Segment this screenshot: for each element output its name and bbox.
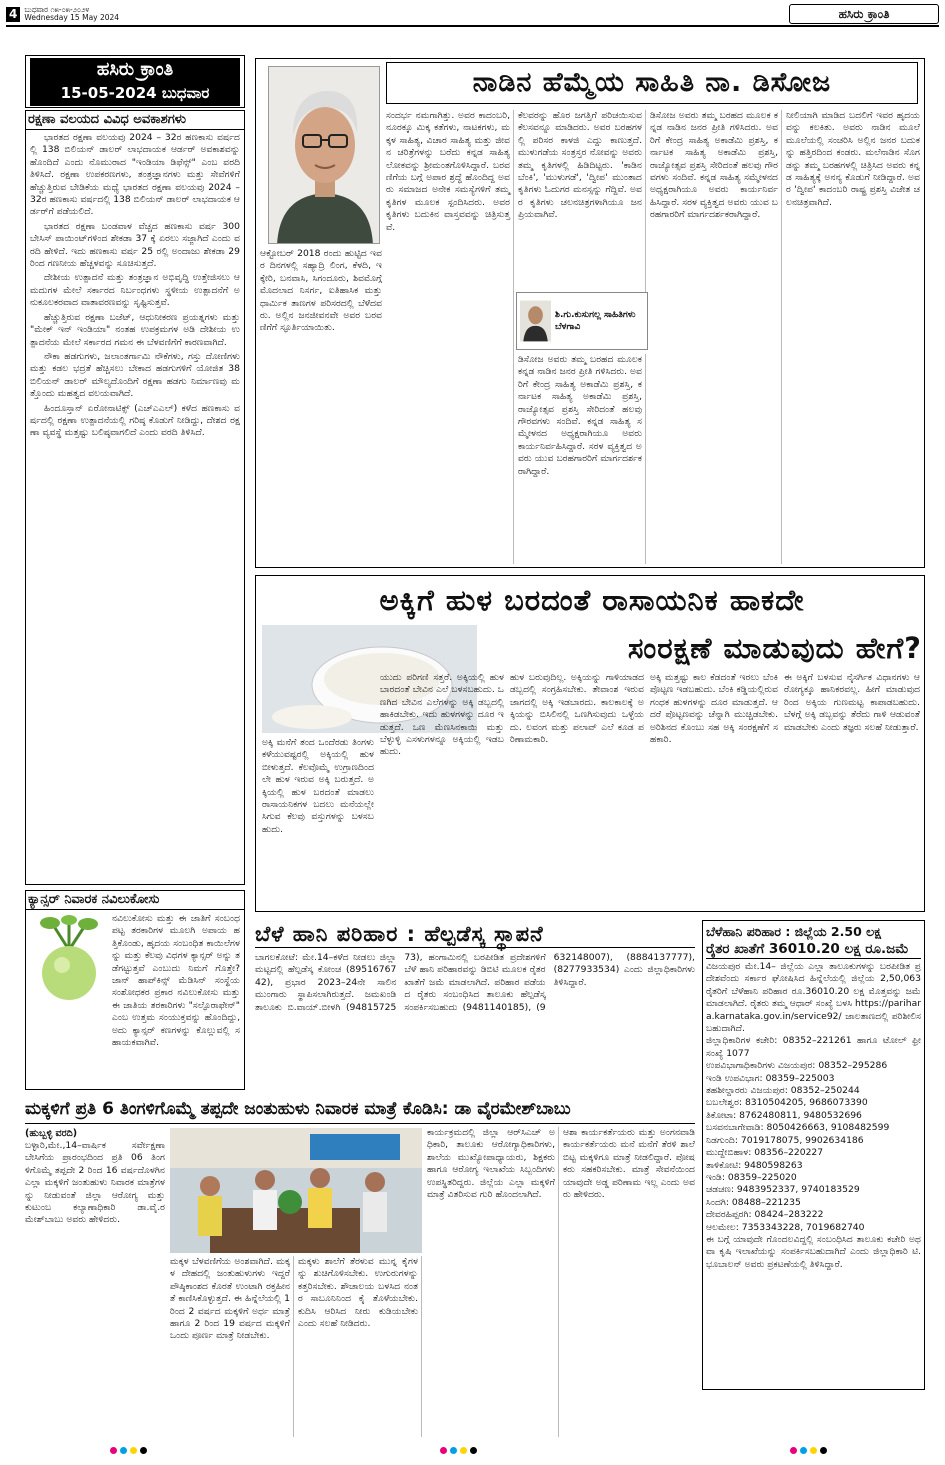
rice-headline-1: ಅಕ್ಕಿಗೆ ಹುಳ ಬರದಂತೆ ರಾಸಾಯನಿಕ ಹಾಕದೇ: [379, 583, 805, 617]
author-photo: [268, 66, 380, 244]
defence-headline: ರಕ್ಷಣಾ ವಲಯದ ವಿವಿಧ ಅವಕಾಶಗಳು: [26, 111, 244, 130]
deworming-col-2: ಮಕ್ಕಳು ಶಾಲೆಗೆ ತೆರಳುವ ಮುನ್ನ ಕೈಗಳನ್ನು ಶುಚಿಗೊಳಿಸಬೇಕು. ಉಗುರುಗಳನ್ನು ಕತ್ತರಿಸಬೇಕು. ಶೌಚಾಲಯ ಬಳಸಿದ ನಂತರ ಸಾಬೂನಿನಿಂದ ಕೈ ತೊಳೆಯಬೇಕು. ಕುದಿಸಿ ಆರಿಸಿದ ನೀರು ಕುಡಿಯಬೇಕು ಎಂದು ಸಲಹೆ ನೀಡಿದರು.: [298, 1256, 422, 1437]
relief-contact: ಇಂಡಿ ಉಪವಿಭಾಗ: 08359–225003: [706, 1072, 835, 1084]
page-number: 4: [6, 7, 20, 22]
cancer-headline: ಕ್ಯಾನ್ಸರ್ ನಿವಾರಕ ನವಿಲುಕೋಸು: [26, 891, 244, 910]
desouza-byline: [516, 292, 648, 350]
header-rule: [6, 25, 939, 27]
rice-headline-1-wrap: [262, 580, 922, 620]
rice-col-2: ಯುದು ಪರಿಗಣಿ ಸತ್ತರೆ. ಅಕ್ಕಿಯಲ್ಲಿ ಹುಳ ಬಾರದಂತೆ ಬೇವಿನ ಎಲೆ ಬಳಸಬಹುದು. ಒಣಗಿದ ಬೇವಿನ ಎಲೆಗಳನ್ನು ಅಕ್ಕಿ ಡಬ್ಬದಲ್ಲಿ ಹಾಕಿಡಬೇಕು. ಇದು ಹುಳಗಳನ್ನು ದೂರ ಇಡುತ್ತದೆ. ಒಣ ಮೆಣಸಿನಕಾಯಿ ಮತ್ತು ಬೆಳ್ಳುಳ್ಳಿ ಎಸಳುಗಳನ್ನೂ ಅಕ್ಕಿಯಲ್ಲಿ ಇಡಬಹುದು.: [380, 672, 504, 758]
deworming-col-4: ಆಶಾ ಕಾರ್ಯಕರ್ತೆಯರು ಮತ್ತು ಅಂಗನವಾಡಿ ಕಾರ್ಯಕರ್ತೆಯರು ಮನೆ ಮನೆಗೆ ತೆರಳಿ ಶಾಲೆ ಬಿಟ್ಟ ಮಕ್ಕಳಿಗೂ ಮಾತ್ರೆ ನೀಡಲಿದ್ದಾರೆ. ಪೋಷಕರು ಸಹಕರಿಸಬೇಕು. ಮಾತ್ರೆ ಸೇವನೆಯಿಂದ ಯಾವುದೇ ಅಡ್ಡ ಪರಿಣಾಮ ಇಲ್ಲ ಎಂದು ಅವರು ಹೇಳಿದರು.: [563, 1127, 695, 1201]
writer-photo-icon: [520, 296, 551, 346]
relief-contact: ಸಿಂದಗಿ: 08488–221235: [706, 1196, 801, 1208]
relief-contact: ಜಿಲ್ಲಾಧಿಕಾರಿಗಳ ಕಚೇರಿ: 08352–221261 ಹಾಗೂ ಟೋಲ್ ಫ್ರೀ ಸಂಖ್ಯೆ 1077: [706, 1035, 921, 1059]
desouza-col-2b: ಡಿಸೋಜ ಅವರು ತಮ್ಮ ಬರಹದ ಮೂಲಕ ಕನ್ನಡ ನಾಡಿನ ಜನರ ಪ್ರೀತಿ ಗಳಿಸಿದರು. ಅವರಿಗೆ ಕೇಂದ್ರ ಸಾಹಿತ್ಯ ಅಕಾಡೆಮಿ ಪ್ರಶಸ್ತಿ, ಕರ್ನಾಟಕ ಸಾಹಿತ್ಯ ಅಕಾಡೆಮಿ ಪ್ರಶಸ್ತಿ, ರಾಜ್ಯೋತ್ಸವ ಪ್ರಶಸ್ತಿ ಸೇರಿದಂತೆ ಹಲವು ಗೌರವಗಳು ಸಂದಿವೆ. ಕನ್ನಡ ಸಾಹಿತ್ಯ ಸಮ್ಮೇಳನದ ಅಧ್ಯಕ್ಷರಾಗಿಯೂ ಅವರು ಕಾರ್ಯನಿರ್ವಹಿಸಿದ್ದಾರೆ. ಸರಳ ವ್ಯಕ್ತಿತ್ವದ ಅವರು ಯುವ ಬರಹಗಾರರಿಗೆ ಮಾರ್ಗದರ್ಶಕರಾಗಿದ್ದಾರೆ.: [518, 354, 646, 564]
crop-help-headline: ಬೆಳೆ ಹಾನಿ ಪರಿಹಾರ : ಹೆಲ್ಪಡೆಸ್ಕ ಸ್ಥಾಪನೆ: [255, 922, 544, 946]
yellow-dot: [810, 1447, 817, 1454]
relief-contact: ತಾಳಿಕೋಟಿ: 9480598263: [706, 1159, 803, 1171]
desouza-col-3: ಡಿಸೋಜ ಅವರು ತಮ್ಮ ಬರಹದ ಮೂಲಕ ಕನ್ನಡ ನಾಡಿನ ಜನರ ಪ್ರೀತಿ ಗಳಿಸಿದರು. ಅವರಿಗೆ ಕೇಂದ್ರ ಸಾಹಿತ್ಯ ಅಕಾಡೆಮಿ ಪ್ರಶಸ್ತಿ, ಕರ್ನಾಟಕ ಸಾಹಿತ್ಯ ಅಕಾಡೆಮಿ ಪ್ರಶಸ್ತಿ, ರಾಜ್ಯೋತ್ಸವ ಪ್ರಶಸ್ತಿ ಸೇರಿದಂತೆ ಹಲವು ಗೌರವಗಳು ಸಂದಿವೆ. ಕನ್ನಡ ಸಾಹಿತ್ಯ ಸಮ್ಮೇಳನದ ಅಧ್ಯಕ್ಷರಾಗಿಯೂ ಅವರು ಕಾರ್ಯನಿರ್ವಹಿಸಿದ್ದಾರೆ. ಸರಳ ವ್ಯಕ್ತಿತ್ವದ ಅವರು ಯುವ ಬರಹಗಾರರಿಗೆ ಮಾರ್ಗದರ್ಶಕರಾಗಿದ್ದಾರೆ.: [650, 110, 782, 564]
magenta-dot: [110, 1447, 117, 1454]
relief-tail: ಈ ಬಗ್ಗೆ ಯಾವುದೇ ಗೊಂದಲವಿದ್ದಲ್ಲಿ ಸಂಬಂಧಿಸಿದ ತಾಲೂಕು ಕಚೇರಿ ಅಥವಾ ಕೃಷಿ ಇಲಾಖೆಯನ್ನು ಸಂಪರ್ಕಿಸಬಹುದಾಗಿದೆ ಎಂದು ಜಿಲ್ಲಾಧಿಕಾರಿ ಟಿ.ಭೂಬಾಲನ್ ಅವರು ಪ್ರಕಟಣೆಯಲ್ಲಿ ತಿಳಿಸಿದ್ದಾರೆ.: [706, 1233, 921, 1270]
relief-contact: ಬಬಲೇಶ್ವರ: 8310504205, 9686073390: [706, 1097, 868, 1109]
relief-headline-2: ರೈತರ ಖಾತೆಗೆ 36010.20 ಲಕ್ಷ ರೂ.ಜಮೆ: [706, 940, 921, 959]
relief-contacts: [706, 1035, 921, 1234]
deworming-photo: [170, 1128, 422, 1253]
desouza-col-2: ಕೆಲವರನ್ನು ಹೊರ ಜಗತ್ತಿಗೆ ಪರಿಚಯಿಸುವ ಕೆಲಸವನ್ನೂ ಮಾಡಿದರು. ಅವರ ಬರಹಗಳಲ್ಲಿ ಪರಿಸರ ಕಾಳಜಿ ಎದ್ದು ಕಾಣುತ್ತದೆ. ಮುಳುಗಡೆಯ ಸಂತ್ರಸ್ತರ ನೋವನ್ನು ಅವರು ತಮ್ಮ ಕೃತಿಗಳಲ್ಲಿ ಹಿಡಿದಿಟ್ಟರು. 'ಕಾಡಿನ ಬೆಂಕಿ', 'ಮುಳುಗಡೆ', 'ದ್ವೀಪ' ಮುಂತಾದ ಕೃತಿಗಳು ಓದುಗರ ಮನಸ್ಸನ್ನು ಗೆದ್ದಿವೆ. ಅವರ ಕೃತಿಗಳು ಚಲನಚಿತ್ರಗಳಾಗಿಯೂ ಜನಪ್ರಿಯವಾಗಿವೆ.: [518, 110, 646, 310]
header-date: ಬುಧವಾರ ೧೫-೦೫-೨೦೨೪ Wednesday 15 May 2024: [24, 5, 120, 22]
crop-help-headline-wrap: [255, 920, 695, 948]
masthead: [30, 58, 240, 106]
district-relief-article: [702, 920, 925, 1390]
magenta-dot: [440, 1447, 447, 1454]
cancer-body: ನವಿಲುಕೋಸು ಮತ್ತು ಈ ಜಾತಿಗೆ ಸಂಬಂಧಪಟ್ಟ ತರಕಾರಿಗಳ ಮೂಲಗಿ ಅಪಾಯ ಹತ್ತಿಕೊಂಡು, ಹೃದಯ ಸಂಬಂಧಿತ ಕಾಯಿಲೆಗಳನ್ನು ಮತ್ತು ಕೆಲವು ವಿಧಗಳ ಕ್ಯಾನ್ಸರ್ ಅನ್ನು ತಡೆಗಟ್ಟುತ್ತವೆ ಎಂಬುದು ನಿಮಗೆ ಗೊತ್ತೇ? ಜಾನ್ ಹಾಪ್‌ಕಿನ್ಸ್ ಮೆಡಿಸಿನ್ ಸಂಸ್ಥೆಯ ಸಂಶೋಧಕರ ಪ್ರಕಾರ ನವಿಲುಕೋಸು ಮತ್ತು ಈ ಜಾತಿಯ ತರಕಾರಿಗಳು "ಸಲ್ಫೊರಾಫೇನ್" ಎಂಬ ಉತ್ತಮ ಸಂಯುಕ್ತವನ್ನು ಹೊಂದಿದ್ದು, ಅದು ಕ್ಯಾನ್ಸರ್ ಕಣಗಳನ್ನು ಕೊಲ್ಲುವಲ್ಲಿ ಸಹಾಯಕವಾಗಿವೆ.: [112, 913, 240, 1049]
black-dot: [820, 1447, 827, 1454]
relief-contact: ಇಂಡಿ: 08359–225020: [706, 1171, 797, 1183]
event-photo-icon: [170, 1128, 422, 1253]
relief-contact: ದೇವರಹಿಪ್ಪರಗಿ: 08424–283222: [706, 1209, 824, 1221]
author-portrait-icon: [269, 67, 380, 244]
cyan-dot: [450, 1447, 457, 1454]
relief-contact: ಚಡಚಣ: 9483952337, 9740183529: [706, 1184, 860, 1196]
rice-col-4: ಅಕ್ಕಿ ಮತ್ತಷ್ಟು ಕಾಲ ಕೆಡದಂತೆ ಇರಲು ಬೆಂಕಿ ಪೊಟ್ಟಣ ಇಡಬಹುದು. ಬೆಂಕಿ ಕಡ್ಡಿಯಲ್ಲಿರುವ ಗಂಧಕ ಹುಳಗಳನ್ನು ದೂರ ಮಾಡುತ್ತದೆ. ಆದರೆ ಪೊಟ್ಟಣವನ್ನು ಚೆನ್ನಾಗಿ ಮುಚ್ಚಿಡಬೇಕು. ಅರಿಶಿನದ ಕೊಂಬು ಸಹ ಅಕ್ಕಿ ಸಂರಕ್ಷಣೆಗೆ ಸಹಕಾರಿ.: [650, 672, 778, 746]
relief-contact: ಬಸವನಬಾಗೇವಾಡಿ: 8050426663, 9108482599: [706, 1122, 890, 1134]
paper-name-tag: ಹಸಿರು ಕ್ರಾಂತಿ: [789, 4, 939, 24]
black-dot: [470, 1447, 477, 1454]
relief-headline-1: ಬೆಳೆಹಾನಿ ಪರಿಹಾರ : ಜಿಲ್ಲೆಯ 2.50 ಲಕ್ಷ: [706, 924, 881, 939]
relief-body: ವಿಜಯಪುರ ಮೇ.14– ಜಿಲ್ಲೆಯ ಎಲ್ಲಾ ತಾಲೂಕುಗಳನ್ನು ಬರಪೀಡಿತ ಪ್ರದೇಶವೆಂದು ಸರ್ಕಾರ ಘೋಷಿಸಿದ ಹಿನ್ನೆಲೆಯಲ್ಲಿ ಜಿಲ್ಲೆಯ 2,50,063 ರೈತರಿಗೆ ಬೆಳೆಹಾನಿ ಪರಿಹಾರ ರೂ.36010.20 ಲಕ್ಷ ಮೊತ್ತವನ್ನು ಜಮೆ ಮಾಡಲಾಗಿದೆ. ರೈತರು ತಮ್ಮ ಆಧಾರ್ ಸಂಖ್ಯೆ ಬಳಸಿ https://parihara.karnataka.gov.in/service92/ ಜಾಲತಾಣದಲ್ಲಿ ಪರಿಶೀಲಿಸಬಹುದಾಗಿದೆ.: [706, 961, 921, 1035]
byline-text: ಶಿ.ಗು.ಕುಸುಗಲ್ಲ ಸಾಹಿತಿಗಳು ಬೆಳಗಾವಿ: [555, 310, 636, 332]
cancer-article: [25, 890, 245, 1090]
desouza-photo-column: ಆಕ್ಟೋಬರ್ 2018 ರಂದು ಹುಟ್ಟಿದ ಇವರ ದಿನಗಳಲ್ಲಿ ಸಹ್ಯಾದ್ರಿ ಲಿಂಗ, ಕೆಳದಿ, ಇಕ್ಕೇರಿ, ಬನವಾಸಿ, ಸಿಗಂದೂರು, ಶಿವಮೊಗ್ಗೆ ಮೊದಲಾದ ನಿಸರ್ಗ, ಐತಿಹಾಸಿಕ ಮತ್ತು ಧಾರ್ಮಿಕ ತಾಣಗಳ ಪರಿಸರದಲ್ಲಿ ಬೆಳೆದವರು. ಅಲ್ಲಿನ ಜನಜೀವನವೇ ಅವರ ಬರವಣಿಗೆಗೆ ಸ್ಫೂರ್ತಿಯಾಯಿತು.: [260, 248, 382, 334]
desouza-headline-box: [386, 62, 918, 104]
relief-contact: ಉಪವಿಭಾಗಾಧಿಕಾರಿಗಳು ವಿಜಯಪುರ: 08352–295286: [706, 1060, 888, 1072]
desouza-headline: ನಾಡಿನ ಹೆಮ್ಮೆಯ ಸಾಹಿತಿ ನಾ. ಡಿಸೋಜ: [472, 67, 832, 98]
relief-contact: ಆಲಮೇಲ: 7353343228, 7019682740: [706, 1221, 865, 1233]
rice-col-1: ಅಕ್ಕಿ ಮನೆಗೆ ತಂದ ಒಂದೆರಡು ತಿಂಗಳು ಕಳೆಯುವಷ್ಟರಲ್ಲಿ ಅಕ್ಕಿಯಲ್ಲಿ ಹುಳ ಬೀಳುತ್ತದೆ. ಕೆಲವೊಮ್ಮೆ ಉಗ್ರಾಣದಿಂದಲೇ ಹುಳ ಇರುವ ಅಕ್ಕಿ ಬರುತ್ತದೆ. ಅಕ್ಕಿಯಲ್ಲಿ ಹುಳ ಬರದಂತೆ ಮಾಡಲು ರಾಸಾಯನಿಕಗಳ ಬದಲು ಮನೆಯಲ್ಲೇ ಸಿಗುವ ಕೆಲವು ವಸ್ತುಗಳನ್ನು ಬಳಸಬಹುದು.: [262, 737, 374, 835]
yellow-dot: [130, 1447, 137, 1454]
defence-body: ಭಾರತದ ರಕ್ಷಣಾ ವಲಯವು 2024 – 32ರ ಹಣಕಾಸು ವರ್ಷದಲ್ಲಿ 138 ಬಿಲಿಯನ್ ಡಾಲರ್ ಲಾಭದಾಯಕ ಆರ್ಡರ್ ಅವಕಾಶವನ್ನು ಹೊಂದಿದೆ ಎಂದು ನೊಮುರಾದ "ಇಂಡಿಯಾ ಡಿಫೆನ್ಸ್" ಎಂಬ ವರದಿ ತಿಳಿಸಿದೆ. ರಕ್ಷಣಾ ಉಪಕರಣಗಳು, ತಂತ್ರಜ್ಞಾನಗಳು ಮತ್ತು ಸೇವೆಗಳಿಗೆ ಹೆಚ್ಚುತ್ತಿರುವ ಬೇಡಿಕೆಯ ಮಧ್ಯೆ ಭಾರತದ ರಕ್ಷಣಾ ವಲಯವು 2024 – 32ರ ಹಣಕಾಸು ವರ್ಷದಲ್ಲಿ 138 ಬಿಲಿಯನ್ ಡಾಲರ್ ಲಾಭದಾಯಕ ಆರ್ಡರ್‌ಗೆ ಪಡೆಯಲಿದೆ. ಭಾರತದ ರಕ್ಷಣಾ ಬಂಡವಾಳ ವೆಚ್ಚದ ಹಣಕಾಸು ವರ್ಷ 300 ಬೇಸಿಸ್ ಪಾಯಿಂಟ್‌ಗಳಿಂದ ಶೇಕಡಾ 37 ಕ್ಕೆ ಏರಲು ಸಜ್ಜಾಗಿದೆ ಎಂದು ವರದಿ ಹೇಳಿದೆ. ಇದು ಹಣಕಾಸು ವರ್ಷ 25 ರಲ್ಲಿ ಅಂದಾಜು ಶೇಕಡಾ 29 ರಿಂದ ಗಣನೀಯ ಹೆಚ್ಚಳವನ್ನು ಸೂಚಿಸುತ್ತದೆ. ದೇಶೀಯ ಉತ್ಪಾದನೆ ಮತ್ತು ತಂತ್ರಜ್ಞಾನ ಅಭಿವೃದ್ಧಿ ಉತ್ತೇಜಿಸಲು ಆಮದುಗಳ ಮೇಲೆ ಸರ್ಕಾರದ ನಿರ್ಬಂಧಗಳು ಸ್ಥಳೀಯ ಉತ್ಪಾದನೆಗೆ ಅನುಕೂಲಕರವಾದ ವಾತಾವರಣವನ್ನು ಸೃಷ್ಟಿಸುತ್ತವೆ. ಹೆಚ್ಚುತ್ತಿರುವ ರಕ್ಷಣಾ ಬಜೆಟ್, ಆಧುನೀಕರಣ ಪ್ರಯತ್ನಗಳು ಮತ್ತು "ಮೇಕ್ ಇನ್ ಇಂಡಿಯಾ" ನಂತಹ ಉಪಕ್ರಮಗಳ ಅಡಿ ದೇಶೀಯ ಉತ್ಪಾದನೆಯ ಮೇಲೆ ಸರ್ಕಾರದ ಗಮನ ಈ ಬೆಳವಣಿಗೆಗೆ ಕಾರಣವಾಗಿದೆ. ನೌಕಾ ಹಡಗುಗಳು, ಜಲಾಂತರ್ಗಾಮಿ ನೌಕೆಗಳು, ಗಸ್ತು ದೋಣಿಗಳು ಮತ್ತು ಕಡಲ ಭದ್ರತೆ ಹೆಚ್ಚಿಸಲು ಬೇಕಾದ ಹಡಗುಗಳಿಗೆ ಯೋಜಿತ 38 ಬಿಲಿಯನ್ ಡಾಲರ್ ಮೌಲ್ಯದೊಂದಿಗೆ ರಕ್ಷಣಾ ಹಡಗು ನಿರ್ಮಾಣವು ಮತ್ತೊಂದು ಮಹತ್ವದ ವಲಯವಾಗಿದೆ. ಹಿಂದೂಸ್ತಾನ್ ಏರೋನಾಟಿಕ್ಸ್ (ಎಚ್‌ಎಎಲ್) ಕಳೆದ ಹಣಕಾಸು ವರ್ಷದಲ್ಲಿ ರಕ್ಷಣಾ ಉತ್ಪಾದನೆಯಲ್ಲಿ ಗರಿಷ್ಠ ಕೊಡುಗೆ ನೀಡಿದ್ದು, ದೇಶದ ರಕ್ಷಣಾ ವ್ಯವಸ್ಥೆ ಮತ್ತಷ್ಟು ಬಲಿಷ್ಠವಾಗಲಿದೆ ಎಂದು ವರದಿ ತಿಳಿಸಿದೆ.: [30, 132, 240, 439]
masthead-name: ಹಸಿರು ಕ್ರಾಂತಿ: [96, 59, 174, 80]
cyan-dot: [800, 1447, 807, 1454]
deworming-col-3: ಕಾರ್ಯಕ್ರಮದಲ್ಲಿ ಜಿಲ್ಲಾ ಆರ್‌ಸಿಎಚ್ ಅಧಿಕಾರಿ, ತಾಲೂಕು ಆರೋಗ್ಯಾಧಿಕಾರಿಗಳು, ಶಾಲೆಯ ಮುಖ್ಯೋಪಾಧ್ಯಾಯರು, ಶಿಕ್ಷಕರು ಹಾಗೂ ಆರೋಗ್ಯ ಇಲಾಖೆಯ ಸಿಬ್ಬಂದಿಗಳು ಉಪಸ್ಥಿತರಿದ್ದರು. ಜಿಲ್ಲೆಯ ಎಲ್ಲಾ ಮಕ್ಕಳಿಗೆ ಮಾತ್ರೆ ವಿತರಿಸುವ ಗುರಿ ಹೊಂದಲಾಗಿದೆ.: [427, 1127, 559, 1437]
registration-marks-left: [110, 1447, 147, 1454]
defence-article: [25, 110, 245, 885]
desouza-col-1: ಸಂದರ್ಭ ನಮಗಾಗಿತ್ತು. ಅವರ ಕಾದಂಬರಿ, ನೂರಕ್ಕೂ ಮಿಕ್ಕ ಕತೆಗಳು, ನಾಟಕಗಳು, ಮಕ್ಕಳ ಸಾಹಿತ್ಯ, ವಿಚಾರ ಸಾಹಿತ್ಯ ಮತ್ತು ಜೀವನ ಚರಿತ್ರೆಗಳನ್ನು ಬರೆದು ಕನ್ನಡ ಸಾಹಿತ್ಯ ಲೋಕವನ್ನು ಶ್ರೀಮಂತಗೊಳಿಸಿದ್ದಾರೆ. ಬರವಣಿಗೆಯ ಬಗ್ಗೆ ಅಪಾರ ಶ್ರದ್ಧೆ ಹೊಂದಿದ್ದ ಅವರು ಸಮಾಜದ ಅನೇಕ ಸಮಸ್ಯೆಗಳಿಗೆ ತಮ್ಮ ಕೃತಿಗಳ ಮೂಲಕ ಸ್ಪಂದಿಸಿದರು. ಅವರ ಕೃತಿಗಳು ಬದುಕಿನ ವಾಸ್ತವವನ್ನು ಚಿತ್ರಿಸುತ್ತವೆ.: [386, 110, 514, 564]
page-header-left: [6, 6, 206, 22]
registration-marks-right: [790, 1447, 827, 1454]
deworming-source: (ಹುಬ್ಬಳ್ಳಿ ವರದಿ): [25, 1128, 78, 1139]
rice-headline-2: ಸಂರಕ್ಷಣೆ ಮಾಡುವುದು ಹೇಗೆ?: [628, 631, 922, 665]
desouza-col-4: ನೀಲಿಯಾಗಿ ಮಾಡಿದ ಬದಲಿಗೆ ಇವರ ಹೃದಯವನ್ನು ಕಲಕಿತು. ಅವರು ನಾಡಿನ ಮೂಲೆ ಮೂಲೆಯಲ್ಲಿ ಸಂಚರಿಸಿ ಅಲ್ಲಿನ ಜನರ ಬದುಕನ್ನು ಹತ್ತಿರದಿಂದ ಕಂಡರು. ಮಲೆನಾಡಿನ ಸೊಗಡನ್ನು ತಮ್ಮ ಬರಹಗಳಲ್ಲಿ ಚಿತ್ರಿಸಿದ ಅವರು ಕನ್ನಡ ಸಾಹಿತ್ಯಕ್ಕೆ ಅನನ್ಯ ಕೊಡುಗೆ ನೀಡಿದ್ದಾರೆ. ಅವರ 'ದ್ವೀಪ' ಕಾದಂಬರಿ ರಾಷ್ಟ್ರ ಪ್ರಶಸ್ತಿ ವಿಜೇತ ಚಲನಚಿತ್ರವಾಗಿದೆ.: [786, 110, 920, 208]
kohlrabi-image: [30, 915, 108, 1005]
kohlrabi-icon: [30, 915, 108, 1005]
registration-marks-center: [440, 1447, 477, 1454]
deworming-headline-wrap: [25, 1094, 695, 1124]
relief-contact: ನಿಡಗುಂದಿ: 7019178075, 9902634186: [706, 1134, 864, 1146]
masthead-dateline: 15-05-2024 ಬುಧವಾರ: [60, 84, 210, 102]
magenta-dot: [790, 1447, 797, 1454]
yellow-dot: [460, 1447, 467, 1454]
deworming-lead-col: [25, 1127, 165, 1437]
deworming-lead: ಬಳ್ಳಾರಿ,ಮೇ.,14–ವಾರ್ಷಿಕ ಸರ್ವೇಕ್ಷಣಾ ಬೇಸಿಗೆಯ ಪ್ರಾರಂಭದಿಂದ ಪ್ರತಿ 06 ತಿಂಗಳಿಗೊಮ್ಮೆ ತಪ್ಪದೇ 2 ರಿಂದ 16 ವರ್ಷದೊಳಗಿನ ಎಲ್ಲಾ ಮಕ್ಕಳಿಗೆ ಜಂತುಹುಳು ನಿವಾರಕ ಮಾತ್ರೆಗಳನ್ನು ನೀಡುವಂತೆ ಜಿಲ್ಲಾ ಆರೋಗ್ಯ ಮತ್ತು ಕುಟುಂಬ ಕಲ್ಯಾಣಾಧಿಕಾರಿ ಡಾ.ವೈ.ರಮೇಶ್‌ಬಾಬು ಅವರು ಹೇಳಿದರು.: [25, 1140, 165, 1226]
deworming-col-1: ಮಕ್ಕಳ ಬೆಳವಣಿಗೆಯ ಅಂಶವಾಗಿದೆ. ಮಕ್ಕಳ ದೇಹದಲ್ಲಿ ಜಂತುಹುಳುಗಳು ಇದ್ದರೆ ಪೌಷ್ಠಿಕಾಂಶದ ಕೊರತೆ ಉಂಟಾಗಿ ರಕ್ತಹೀನತೆ ಕಾಣಿಸಿಕೊಳ್ಳುತ್ತದೆ. ಈ ಹಿನ್ನೆಲೆಯಲ್ಲಿ 1 ರಿಂದ 2 ವರ್ಷದ ಮಕ್ಕಳಿಗೆ ಅರ್ಧ ಮಾತ್ರೆ ಹಾಗೂ 2 ರಿಂದ 19 ವರ್ಷದ ಮಕ್ಕಳಿಗೆ ಒಂದು ಪೂರ್ಣ ಮಾತ್ರೆ ನೀಡಬೇಕು.: [170, 1256, 294, 1437]
cyan-dot: [120, 1447, 127, 1454]
rice-col-5: ಈ ಅಕ್ಕಿಗೆ ಬಳಸುವ ನೈಸರ್ಗಿಕ ವಿಧಾನಗಳು ಆರೋಗ್ಯಕ್ಕೂ ಹಾನಿಕರವಲ್ಲ. ಹೀಗೆ ಮಾಡುವುದರಿಂದ ಅಕ್ಕಿಯ ಗುಣಮಟ್ಟ ಕಾಪಾಡಬಹುದು. ಬೆಳಗ್ಗೆ ಅಕ್ಕಿ ಡಬ್ಬವನ್ನು ತೆರೆದು ಗಾಳಿ ಆಡುವಂತೆ ಮಾಡಬೇಕು ಎಂದು ತಜ್ಞರು ಸಲಹೆ ನೀಡುತ್ತಾರೆ.: [784, 672, 920, 733]
rice-col-3: ಹುಳ ಬರುವುದಿಲ್ಲ. ಅಕ್ಕಿಯನ್ನು ಗಾಳಿಯಾಡದ ಡಬ್ಬದಲ್ಲಿ ಸಂಗ್ರಹಿಸಬೇಕು. ತೇವಾಂಶ ಇರುವ ಜಾಗದಲ್ಲಿ ಅಕ್ಕಿ ಇಡಬಾರದು. ಕಾಲಕಾಲಕ್ಕೆ ಅಕ್ಕಿಯನ್ನು ಬಿಸಿಲಿನಲ್ಲಿ ಒಣಗಿಸುವುದು ಒಳ್ಳೆಯದು. ಲವಂಗ ಮತ್ತು ಪಲಾವ್ ಎಲೆ ಕೂಡ ಪರಿಣಾಮಕಾರಿ.: [510, 672, 644, 746]
rice-headline-2-wrap: [482, 625, 922, 671]
deworming-headline: ಮಕ್ಕಳಿಗೆ ಪ್ರತಿ 6 ತಿಂಗಳಿಗೊಮ್ಮೆ ತಪ್ಪದೇ ಜಂತುಹುಳು ನಿವಾರಕ ಮಾತ್ರೆ ಕೊಡಿಸಿ: ಡಾ ವೈರಮೇಶ್‌ಬಾಬು: [25, 1099, 571, 1119]
relief-contact: ತಿಕೋಟಾ: 8762480811, 9480532696: [706, 1109, 862, 1121]
black-dot: [140, 1447, 147, 1454]
relief-contact: ತಹಶೀಲ್ದಾರರು ವಿಜಯಪುರ: 08352–250244: [706, 1085, 860, 1097]
relief-contact: ಮುದ್ದೇಬಿಹಾಳ: 08356–220227: [706, 1147, 824, 1159]
crop-help-body: ಬಾಗಲಕೋಟೆ: ಮೇ.14–ಕಳೆದ ನೀಡಲು ಜಿಲ್ಲಾ ಮಟ್ಟದಲ್ಲಿ ಹೆಲ್ಪಡೆಸ್ಕ ಕೋಂಚ (8951676742), ಪ್ರಭಾರ 2023–24ನೇ ಸಾಲಿನ ಮುಂಗಾರು ಸ್ಥಾಪಿಸಲಾಗಿರುತ್ತದೆ. ಜಮಖಂಡಿ ತಾಲೂಕು ಬಿ.ವಾಯ್.ಬೀಳಗಿ (9481572573), ಹಂಗಾಮಿನಲ್ಲಿ ಬರಪೀಡಿತ ಪ್ರದೇಶಗಳಿಗೆ ಬೆಳೆ ಹಾನಿ ಪರಿಹಾರವನ್ನು ಡಿಬಿಟಿ ಮೂಲಕ ರೈತರ ಖಾತೆಗೆ ಜಮೆ ಮಾಡಲಾಗಿದೆ. ಪರಿಹಾರ ಪಡೆಯದ ರೈತರು ಸಂಬಂಧಿಸಿದ ತಾಲೂಕು ಹೆಲ್ಪಡೆಸ್ಕ ಸಂಪರ್ಕಿಸಬಹುದು (9481140185), (9632148007), (8884137777), (8277933534) ಎಂದು ಜಿಲ್ಲಾಧಿಕಾರಿಗಳು ತಿಳಿಸಿದ್ದಾರೆ.: [255, 952, 695, 1013]
